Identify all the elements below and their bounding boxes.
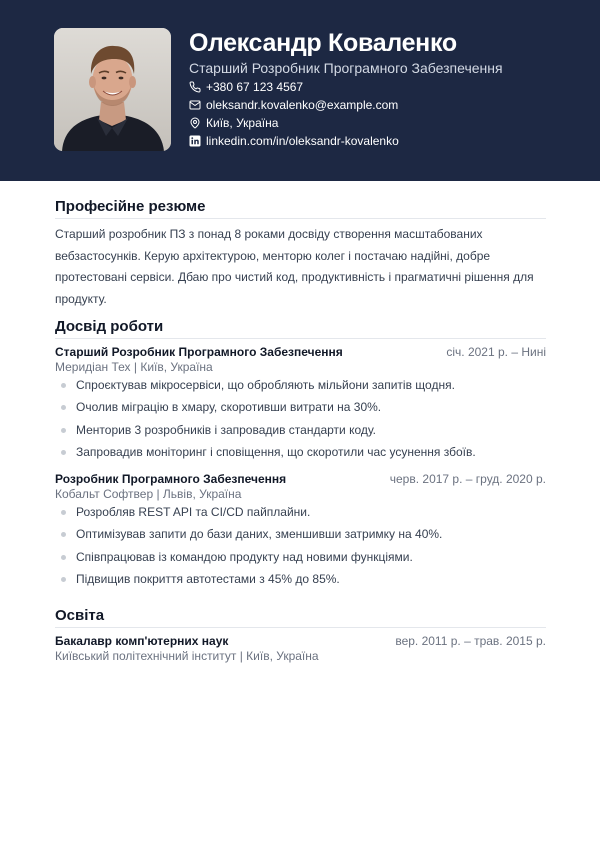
bullet-text: Очолив міграцію в хмару, скоротивши витрати на 30%. (76, 400, 382, 415)
bullet-text: Співпрацював із командою продукту над новими функціями. (76, 549, 413, 564)
bullet-dot (61, 428, 66, 433)
bullet-dot (61, 577, 66, 582)
email-text: oleksandr.kovalenko@example.com (206, 98, 399, 112)
contact-phone[interactable] (189, 79, 303, 95)
linkedin-icon (189, 135, 201, 147)
bullet-text: Підвищив покриття автотестами з 45% до 85%. (76, 571, 340, 586)
profile-photo (54, 28, 171, 151)
contact-location (189, 115, 278, 131)
bullet-text: Менторив 3 розробників і запровадив стандарти коду. (76, 422, 377, 437)
section-divider (55, 218, 546, 219)
candidate-name: Олександр Коваленко (189, 29, 457, 57)
education-degree: Бакалавр комп'ютерних наук (55, 634, 229, 648)
list-item (55, 501, 546, 523)
bullet-dot (61, 555, 66, 560)
contact-linkedin[interactable] (189, 133, 399, 149)
list-item (55, 523, 546, 545)
summary-heading: Професійне резюме (55, 198, 206, 215)
candidate-title: Старший Розробник Програмного Забезпечення (189, 60, 503, 76)
list-item (55, 546, 546, 568)
job-bullets (55, 374, 546, 463)
resume-header (0, 0, 600, 181)
mail-icon (189, 99, 201, 111)
job-company: Меридіан Тех | Київ, Україна (55, 360, 213, 374)
bullet-dot (61, 405, 66, 410)
bullet-text: Спроєктував мікросервіси, що обробляють мільйони запитів щодня. (76, 378, 455, 392)
list-item (55, 374, 546, 396)
list-item (55, 419, 546, 441)
bullet-text: Запровадив моніторинг і сповіщення, що скоротили час усунення збоїв. (76, 444, 476, 459)
bullet-dot (61, 383, 66, 388)
job-title: Розробник Програмного Забезпечення (55, 472, 287, 486)
education-dates: вер. 2011 р. – трав. 2015 р. (395, 634, 546, 648)
list-item (55, 441, 546, 463)
job-title: Старший Розробник Програмного Забезпечення (55, 345, 343, 359)
summary-text: Старший розробник ПЗ з понад 8 роками досвіду створення масштабованих вебзастосунків. Керую архітектурою, менторю колег і постачаю надійні, добре протестовані сервіси. Дбаю про чистий код, продуктивність і прагматичні рішення для продукту. (55, 227, 534, 306)
location-text: Київ, Україна (206, 116, 279, 130)
job-bullets (55, 501, 546, 590)
phone-icon (189, 81, 201, 93)
experience-heading: Досвід роботи (55, 318, 164, 335)
bullet-text: Оптимізував запити до бази даних, зменшивши затримку на 40%. (76, 527, 443, 542)
section-divider (55, 627, 546, 628)
section-divider (55, 338, 546, 339)
bullet-dot (61, 450, 66, 455)
job-company: Кобальт Софтвер | Львів, Україна (55, 487, 242, 501)
list-item (55, 396, 546, 418)
list-item (55, 568, 546, 590)
phone-text: +380 67 123 4567 (206, 80, 304, 94)
bullet-dot (61, 510, 66, 515)
education-school: Київський політехнічний інститут | Київ, Україна (55, 649, 319, 663)
linkedin-text: linkedin.com/in/oleksandr-kovalenko (206, 134, 399, 148)
map-pin-icon (189, 117, 201, 129)
job-dates: черв. 2017 р. – груд. 2020 р. (389, 472, 546, 486)
bullet-text: Розробляв REST API та CI/CD пайплайни. (76, 505, 311, 519)
education-heading: Освіта (55, 607, 105, 624)
job-dates: січ. 2021 р. – Нині (446, 345, 546, 359)
bullet-dot (61, 532, 66, 537)
contact-email[interactable] (189, 97, 398, 113)
